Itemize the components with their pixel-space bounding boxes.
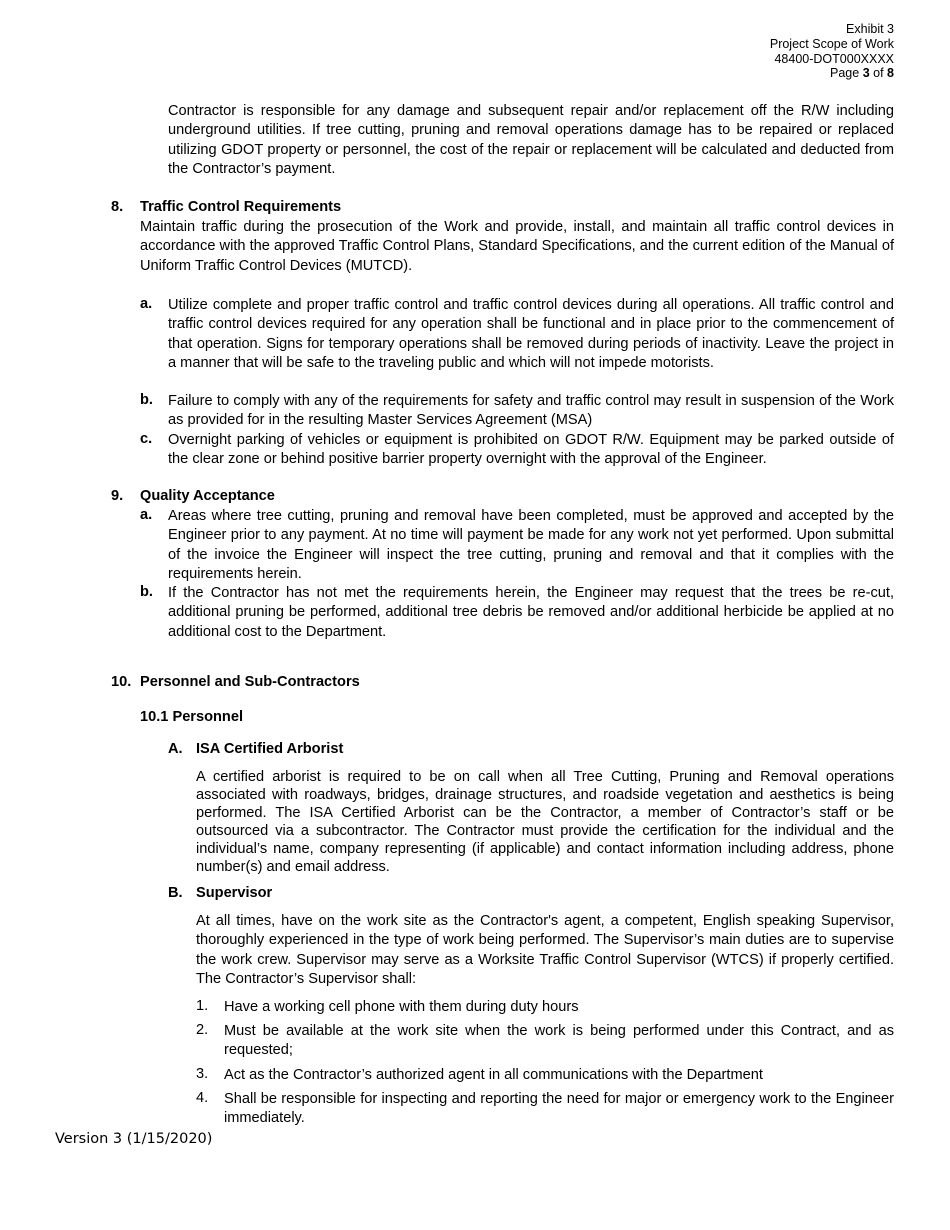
- section-8-item-c-letter: c.: [140, 431, 153, 447]
- section-9-item-b-letter: b.: [140, 584, 153, 600]
- section-8-number: 8.: [111, 199, 124, 215]
- intro-paragraph: Contractor is responsible for any damage and subsequent repair and/or replacement off the R/W including underground utilities. If tree cutting, pruning and removal operations damage has to be repaired or replaced utilizing GDOT property or personnel, the cost of the repair or replacement will be calculated and deducted from the Contractor’s payment.: [168, 103, 894, 178]
- duty-3-number: 3.: [196, 1066, 209, 1082]
- section-8-item-a-letter: a.: [140, 296, 153, 312]
- duty-2-text: Must be available at the work site when the work is being performed under this Contract, and as requested;: [224, 1023, 894, 1059]
- duty-1-number: 1.: [196, 998, 209, 1014]
- part-b-title: Supervisor: [196, 885, 273, 901]
- section-8-item-b-letter: b.: [140, 392, 153, 408]
- document-subtitle: Project Scope of Work: [769, 36, 894, 51]
- page-total: 8: [887, 66, 894, 81]
- duty-4-number: 4.: [196, 1090, 209, 1106]
- section-9-item-b-text: If the Contractor has not met the requirements herein, the Engineer may request that the trees be re-cut, additional pruning be performed, additional tree debris be removed and/or additional herbicide be applied at no additional cost to the Department.: [168, 585, 894, 640]
- section-9-number: 9.: [111, 488, 124, 504]
- section-9-item-a-text: Areas where tree cutting, pruning and removal have been completed, must be approved and accepted by the Engineer prior to any payment. At no time will payment be made for any work not yet performed. Upon submittal of the invoice the Engineer will inspect the tree cutting, pruning and removal and that it complies with the requirements herein.: [168, 508, 894, 583]
- section-8-item-c-text: Overnight parking of vehicles or equipment is prohibited on GDOT R/W. Equipment may be parked outside of the clear zone or behind positive barrier property overnight with the approval of the Engineer.: [168, 432, 894, 468]
- part-b-body: At all times, have on the work site as the Contractor's agent, a competent, English speaking Supervisor, thoroughly experienced in the type of work being performed. The Supervisor’s main duties are to supervise the work crew. Supervisor may serve as a Worksite Traffic Control Supervisor (WTCS) if properly certified. The Contractor’s Supervisor shall:: [196, 913, 894, 988]
- part-b-letter: B.: [168, 885, 183, 901]
- section-8-item-b-text: Failure to comply with any of the requirements for safety and traffic control may result in suspension of the Work as provided for in the resulting Master Services Agreement (MSA): [168, 393, 894, 429]
- section-8-body: Maintain traffic during the prosecution of the Work and provide, install, and maintain all traffic control devices in accordance with the approved Traffic Control Plans, Standard Specifications, and the current edition of the Manual of Uniform Traffic Control Devices (MUTCD).: [140, 219, 894, 274]
- section-9-title: Quality Acceptance: [140, 488, 275, 504]
- page-current: 3: [862, 66, 870, 81]
- duty-2-number: 2.: [196, 1022, 209, 1038]
- part-a-letter: A.: [168, 741, 183, 757]
- duty-1-text: Have a working cell phone with them during duty hours: [224, 999, 579, 1015]
- contract-number: 48400-DOT000XXXX: [774, 51, 894, 66]
- section-10-title: Personnel and Sub-Contractors: [140, 674, 360, 690]
- page-header: [770, 22, 894, 81]
- subsection-10-1-title: 10.1 Personnel: [140, 709, 244, 725]
- part-a-title: ISA Certified Arborist: [196, 741, 344, 757]
- section-10-number: 10.: [111, 674, 132, 690]
- version-footer: Version 3 (1/15/2020): [55, 1131, 213, 1147]
- section-9-item-a-letter: a.: [140, 507, 153, 523]
- page-indicator: Page 3 of 8: [830, 66, 894, 81]
- section-8-item-a-text: Utilize complete and proper traffic control and traffic control devices during all operations. All traffic control and traffic control devices required for any operation shall be functional and in place prior to the commencement of that operation. Signs for temporary operations shall be removed during periods of inactivity. Leave the project in a manner that will be safe to the traveling public and which will not impede motorists.: [168, 297, 894, 372]
- part-a-body: A certified arborist is required to be on call when all Tree Cutting, Pruning and Removal operations associated with roadways, bridges, drainage structures, and roadside vegetation and aesthetics is being performed. The ISA Certified Arborist can be the Contractor, a member of Contractor’s staff or be outsourced via a subcontractor. The Contractor must provide the certification for the individual and the individual’s name, company representing (if applicable) and contact information including address, phone number(s) and email address.: [196, 769, 894, 875]
- duty-4-text: Shall be responsible for inspecting and reporting the need for major or emergency work to the Engineer immediately.: [224, 1091, 894, 1127]
- duty-3-text: Act as the Contractor’s authorized agent in all communications with the Department: [224, 1067, 763, 1083]
- section-8-title: Traffic Control Requirements: [140, 199, 342, 215]
- exhibit-label: Exhibit 3: [846, 22, 894, 36]
